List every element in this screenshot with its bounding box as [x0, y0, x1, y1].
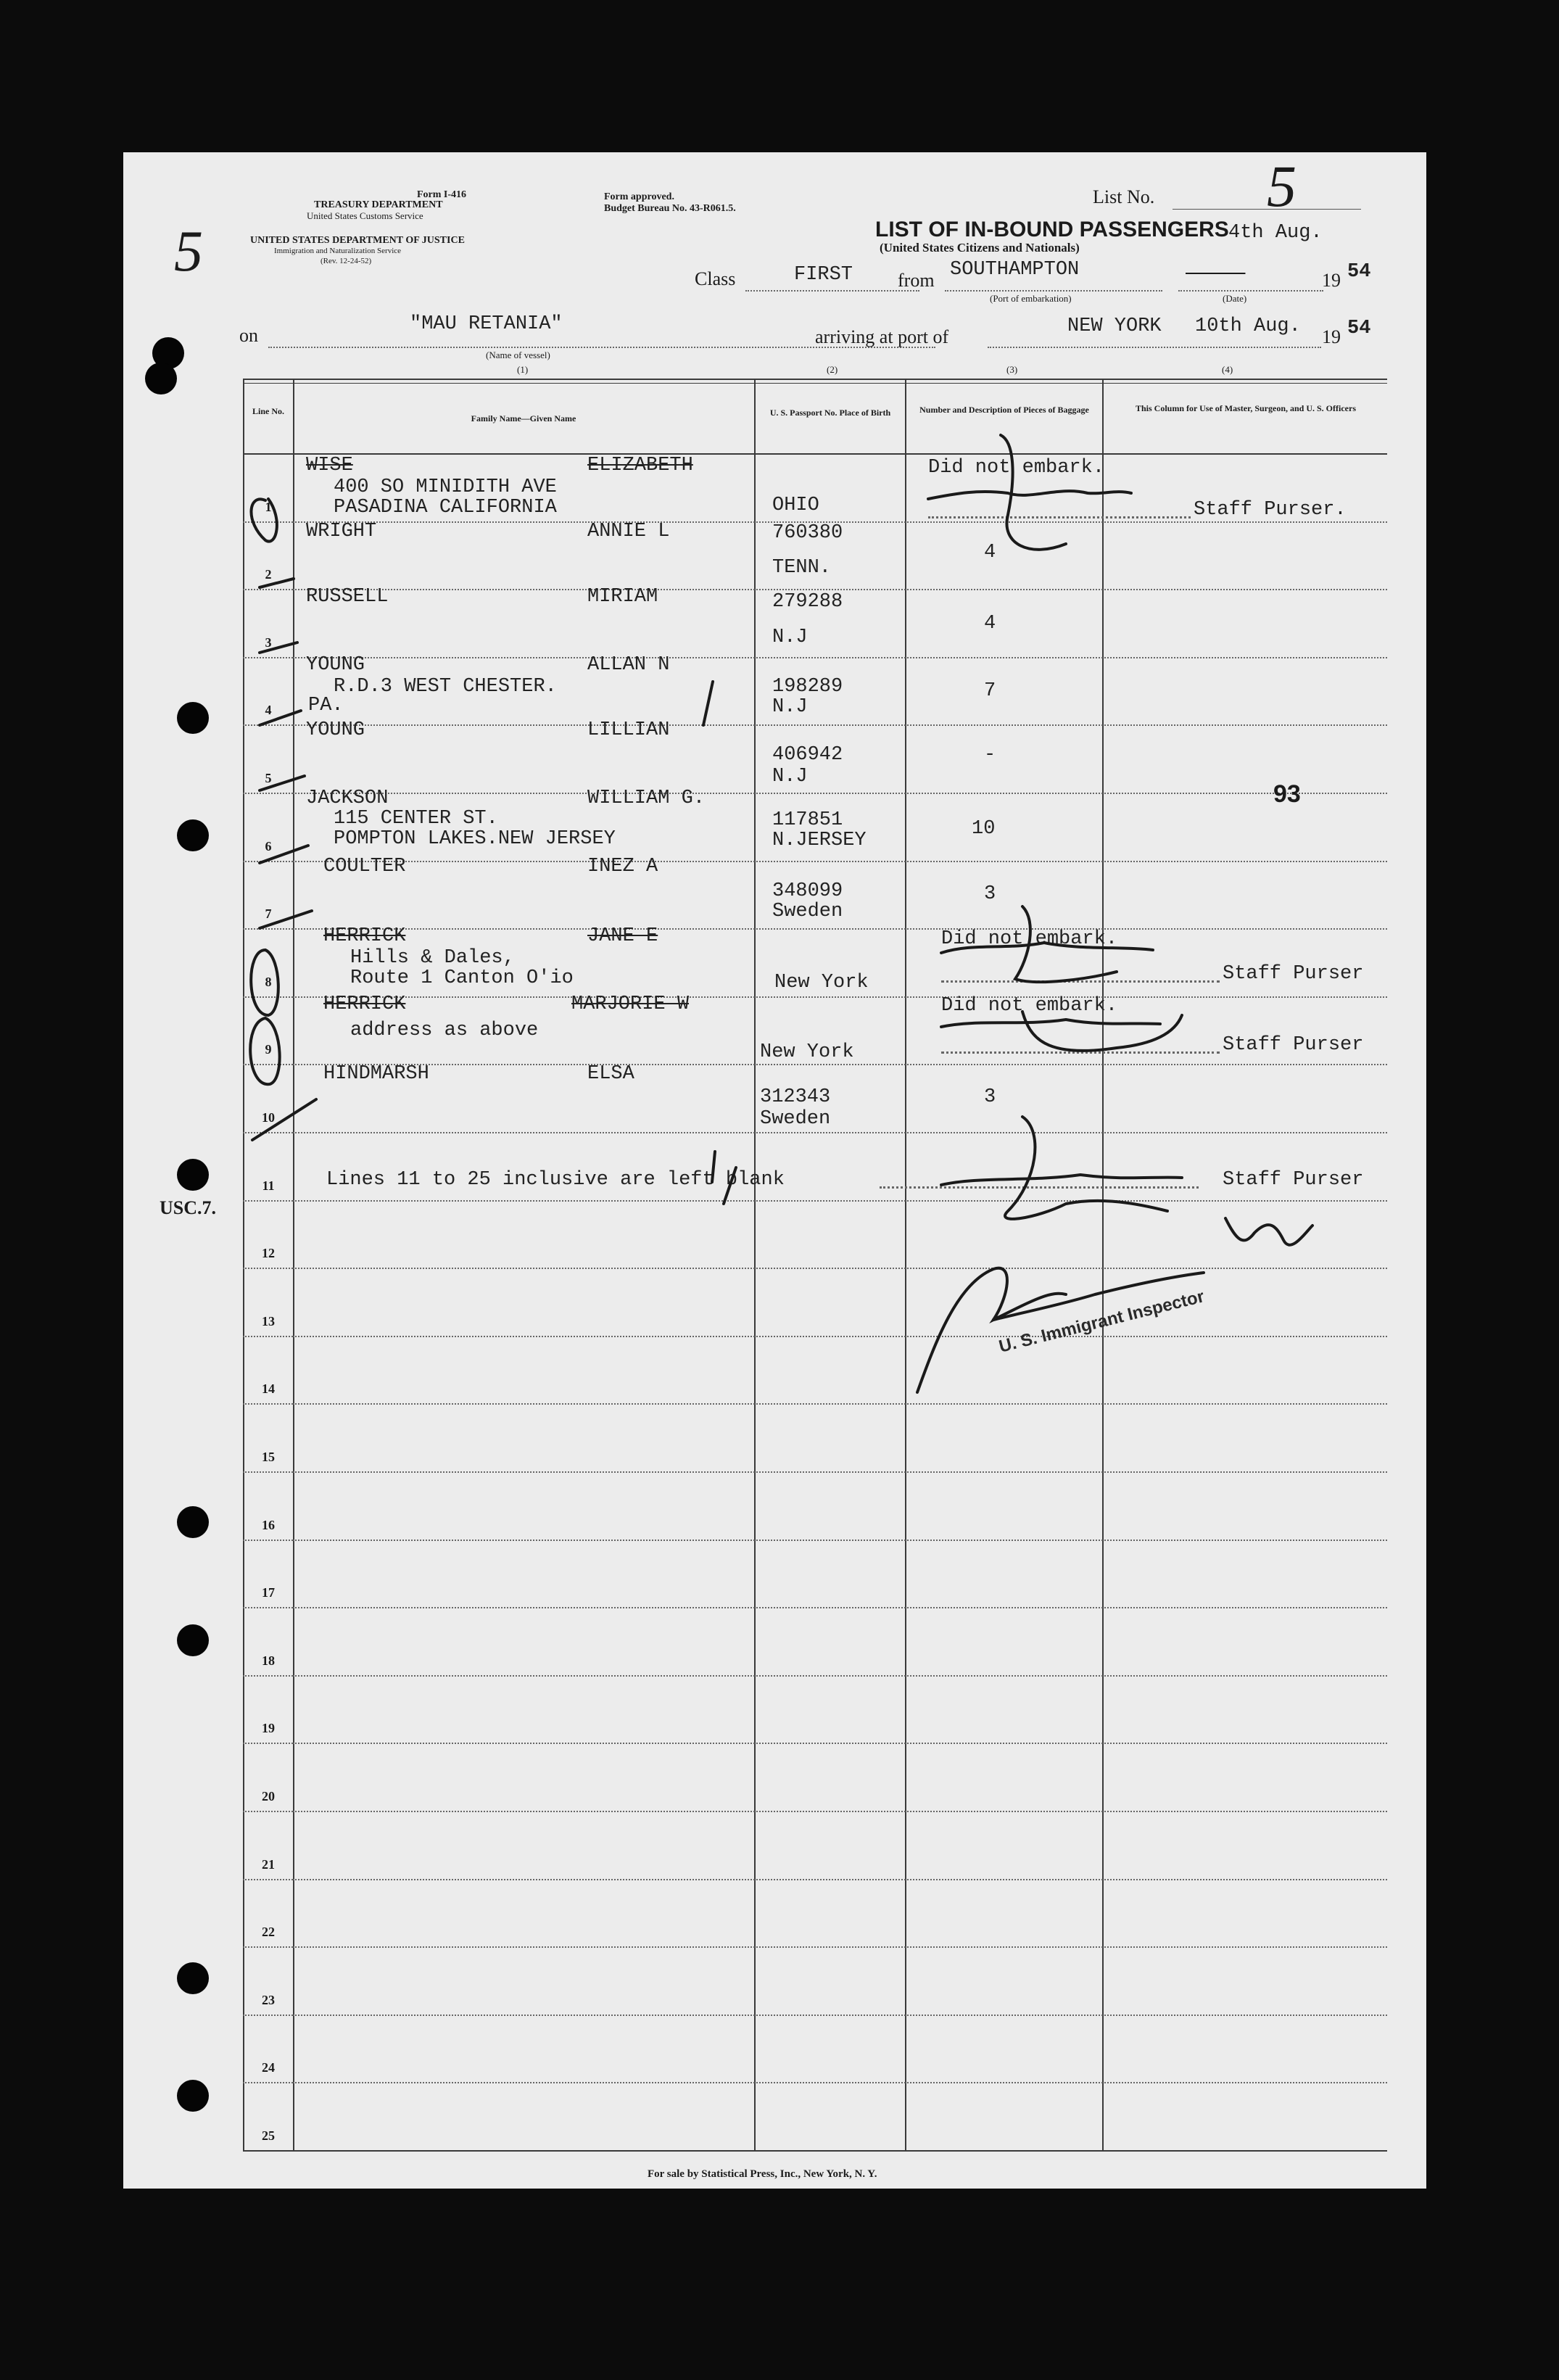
line-no-divider [293, 379, 294, 2152]
line-number: 3 [265, 635, 272, 650]
row-divider-number-col [243, 1879, 293, 1880]
row-divider-number-col [243, 1946, 293, 1948]
entry-6-birthplace: N.JERSEY [772, 830, 867, 851]
inspector-stamp: U. S. Immigrant Inspector [996, 1286, 1207, 1357]
from-label: from [898, 270, 935, 291]
row-divider-number-col [243, 1675, 293, 1677]
entry-8-birthplace: New York [774, 972, 869, 993]
form-number: Form I-416 [417, 189, 467, 200]
purser-dots [941, 1051, 1220, 1054]
table-bottom-border [243, 2150, 1387, 2152]
entry-4-passport: 198289 [772, 676, 843, 698]
line-number: 24 [262, 2060, 275, 2075]
entry-10-passport: 312343 [760, 1086, 831, 1108]
entry-4-birthplace: N.J [772, 696, 808, 718]
entry-4-address-1: R.D.3 WEST CHESTER. [334, 676, 557, 698]
row-divider-number-col [243, 1471, 293, 1473]
blank-lines-note: Lines 11 to 25 inclusive are left blank [326, 1169, 785, 1191]
treasury-dept: TREASURY DEPARTMENT [314, 199, 443, 210]
line-number: 9 [265, 1042, 272, 1057]
row-divider [293, 657, 1387, 658]
purser-dots [928, 516, 1191, 518]
footer-printer: For sale by Statistical Press, Inc., New York, N. Y. [648, 2168, 877, 2180]
punch-hole [177, 1506, 209, 1538]
line-number: 25 [262, 2128, 275, 2143]
row-divider [293, 1607, 1387, 1608]
entry-6-given: WILLIAM G. [587, 788, 706, 809]
entry-5-given: LILLIAN [587, 719, 670, 741]
row-divider-number-col [243, 793, 293, 794]
ins-service: Immigration and Naturalization Service [274, 247, 402, 255]
entry-10-birthplace: Sweden [760, 1108, 831, 1130]
arrival-underline [988, 347, 1321, 348]
punch-hole [177, 1962, 209, 1994]
vessel-caption: (Name of vessel) [486, 350, 550, 360]
entry-6-address-2: POMPTON LAKES.NEW JERSEY [334, 828, 616, 850]
entry-4-address-2: PA. [308, 695, 344, 716]
row-divider [293, 1403, 1387, 1405]
entry-4-given: ALLAN N [587, 654, 670, 676]
form-approved: Form approved. [604, 191, 674, 202]
row-divider [293, 1336, 1387, 1337]
row-divider [293, 1540, 1387, 1541]
entry-7-birthplace: Sweden [772, 901, 843, 922]
vessel-name: "MAU RETANIA" [410, 313, 563, 335]
entry-2-passport: 760380 [772, 522, 843, 544]
header-name: Family Name—Given Name [471, 413, 576, 423]
line-number: 11 [262, 1178, 275, 1193]
entry-6-officer-note: 93 [1273, 780, 1301, 808]
arrival-date: 10th Aug. [1195, 315, 1301, 337]
row-divider [293, 1268, 1387, 1269]
entry-8-address-2: Route 1 Canton O'io [350, 967, 574, 989]
row-divider [293, 2015, 1387, 2016]
punch-hole [177, 1624, 209, 1656]
table-top-border [243, 379, 1387, 380]
entry-5-passport: 406942 [772, 744, 843, 766]
table-left-border [243, 379, 244, 2152]
entry-9-birthplace: New York [760, 1041, 854, 1063]
row-divider [293, 1064, 1387, 1065]
baggage-divider [1102, 379, 1104, 2152]
year-1: 54 [1347, 261, 1371, 283]
list-no-value: 5 [1267, 153, 1297, 219]
entry-9-address: address as above [350, 1020, 539, 1041]
entry-8-family: HERRICK [323, 925, 406, 947]
line-number: 18 [262, 1653, 275, 1668]
name-divider [754, 379, 756, 2152]
row-divider [293, 589, 1387, 590]
line-number: 19 [262, 1721, 275, 1736]
line-number: 2 [265, 567, 272, 582]
row-divider [293, 1811, 1387, 1812]
entry-3-given: MIRIAM [587, 586, 658, 608]
row-divider-number-col [243, 1743, 293, 1744]
entry-4-baggage: 7 [984, 680, 996, 702]
entry-1-given: ELIZABETH [587, 455, 693, 476]
row-divider-number-col [243, 1132, 293, 1133]
row-divider-number-col [243, 724, 293, 726]
entry-7-baggage: 3 [984, 883, 996, 905]
entry-4-family: YOUNG [306, 654, 365, 676]
entry-9-given: MARJORIE W [571, 993, 690, 1015]
arrival-port: NEW YORK [1067, 315, 1162, 337]
row-divider [293, 996, 1387, 998]
row-divider [293, 793, 1387, 794]
row-divider-number-col [243, 2082, 293, 2083]
port-underline [945, 290, 1162, 292]
entry-8-purser: Staff Purser [1223, 963, 1364, 985]
line-number: 20 [262, 1789, 275, 1803]
form-title: LIST OF IN-BOUND PASSENGERS [875, 218, 1229, 241]
line-number: 1 [265, 499, 272, 514]
purser-dots [941, 980, 1220, 983]
customs-service: United States Customs Service [307, 210, 423, 221]
form-subtitle: (United States Citizens and Nationals) [880, 241, 1080, 255]
entry-3-baggage: 4 [984, 613, 996, 635]
embark-port: SOUTHAMPTON [950, 259, 1080, 281]
list-no-label: List No. [1093, 186, 1155, 207]
row-divider [293, 1200, 1387, 1202]
entry-5-birthplace: N.J [772, 766, 808, 788]
blank-lines-purser: Staff Purser [1223, 1169, 1364, 1191]
row-divider [293, 2082, 1387, 2083]
line-number: 5 [265, 771, 272, 785]
row-divider-number-col [243, 928, 293, 930]
line-number: 16 [262, 1517, 275, 1532]
row-divider [293, 861, 1387, 862]
entry-7-family: COULTER [323, 856, 406, 877]
on-label: on [239, 325, 258, 346]
date-struck [1186, 261, 1246, 286]
col-number-1: (1) [517, 364, 529, 375]
line-number: 17 [262, 1585, 275, 1600]
budget-bureau: Budget Bureau No. 43-R061.5. [604, 203, 736, 214]
row-divider [293, 724, 1387, 726]
entry-8-given: JANE E [587, 925, 658, 947]
year-prefix: 19 [1322, 270, 1341, 291]
entry-2-birthplace: TENN. [772, 557, 832, 579]
line-number: 14 [262, 1381, 275, 1397]
row-divider-number-col [243, 1268, 293, 1269]
row-divider-number-col [243, 1200, 293, 1202]
entry-6-baggage: 10 [972, 818, 996, 840]
row-divider-number-col [243, 1336, 293, 1337]
blank-note-dots [880, 1186, 1199, 1189]
row-divider [293, 1879, 1387, 1880]
line-number: 15 [262, 1450, 275, 1464]
entry-6-address-1: 115 CENTER ST. [334, 808, 498, 830]
row-divider [293, 1675, 1387, 1677]
entry-10-baggage: 3 [984, 1086, 996, 1108]
class-value: FIRST [794, 264, 853, 286]
header-officers: This Column for Use of Master, Surgeon, and U. S. Officers [1135, 403, 1356, 413]
embark-date: 4th Aug. [1228, 222, 1323, 244]
entry-5-family: YOUNG [306, 719, 365, 741]
entry-3-passport: 279288 [772, 591, 843, 613]
line-number: 23 [262, 1992, 275, 2007]
entry-6-passport: 117851 [772, 809, 843, 831]
line-number: 22 [262, 1925, 275, 1940]
entry-7-given: INEZ A [587, 856, 658, 877]
entry-3-birthplace: N.J [772, 627, 808, 648]
row-divider-number-col [243, 1811, 293, 1812]
entry-1-address-2: PASADINA CALIFORNIA [334, 497, 557, 518]
col-number-4: (4) [1222, 364, 1233, 375]
row-divider-number-col [243, 1064, 293, 1065]
line-number: 7 [265, 906, 272, 922]
entry-8-address-1: Hills & Dales, [350, 947, 515, 969]
row-divider [293, 1471, 1387, 1473]
entry-2-baggage: 4 [984, 542, 996, 563]
line-number: 12 [262, 1246, 275, 1261]
entry-6-family: JACKSON [306, 788, 389, 809]
date-underline [1178, 290, 1323, 292]
margin-code: USC.7. [160, 1197, 217, 1218]
row-divider-number-col [243, 1540, 293, 1541]
entry-7-passport: 348099 [772, 880, 843, 902]
line-number: 21 [262, 1856, 275, 1872]
passport-divider [905, 379, 906, 2152]
year-prefix-2: 19 [1322, 326, 1341, 347]
row-divider-number-col [243, 861, 293, 862]
table-top-border-2 [243, 383, 1387, 384]
port-caption: (Port of embarkation) [990, 293, 1072, 304]
row-divider [293, 928, 1387, 930]
punch-hole [177, 819, 209, 851]
line-number: 10 [262, 1110, 275, 1125]
entry-9-family: HERRICK [323, 993, 406, 1015]
entry-8-note: Did not embark. [941, 928, 1118, 950]
date-caption: (Date) [1223, 293, 1247, 304]
class-label: Class [695, 268, 736, 289]
entry-1-birthplace: OHIO [772, 495, 819, 516]
entry-2-given: ANNIE L [587, 521, 670, 542]
row-divider-number-col [243, 1607, 293, 1608]
punch-hole [145, 363, 177, 394]
line-number: 13 [262, 1313, 275, 1329]
col-number-2: (2) [827, 364, 838, 375]
line-number: 6 [265, 838, 272, 854]
col-number-3: (3) [1006, 364, 1018, 375]
punch-hole [177, 1159, 209, 1191]
row-divider-number-col [243, 1403, 293, 1405]
entry-1-family: WISE [306, 455, 353, 476]
entry-1-note: Did not embark. [928, 457, 1105, 479]
entry-1-address-1: 400 SO MINIDITH AVE [334, 476, 557, 498]
form-sheet [123, 152, 1426, 2189]
row-divider-number-col [243, 2015, 293, 2016]
header-line-no: Line No. [252, 406, 284, 416]
row-divider-number-col [243, 657, 293, 658]
entry-9-purser: Staff Purser [1223, 1034, 1364, 1056]
class-underline [745, 290, 919, 292]
header-passport: U. S. Passport No. Place of Birth [769, 408, 891, 418]
year-2: 54 [1347, 318, 1371, 339]
row-divider-number-col [243, 521, 293, 523]
row-divider-number-col [243, 996, 293, 998]
punch-hole [177, 702, 209, 734]
entry-10-given: ELSA [587, 1063, 634, 1085]
entry-10-family: HINDMARSH [323, 1063, 429, 1085]
entry-5-baggage: - [984, 744, 996, 766]
header-bottom-border [243, 453, 1387, 455]
entry-9-note: Did not embark. [941, 995, 1118, 1017]
revision-date: (Rev. 12-24-52) [321, 257, 372, 265]
justice-dept: UNITED STATES DEPARTMENT OF JUSTICE [250, 235, 465, 246]
line-number: 4 [265, 703, 272, 718]
entry-2-family: WRIGHT [306, 521, 377, 542]
margin-number: 5 [174, 220, 203, 284]
entry-1-purser: Staff Purser. [1194, 499, 1347, 521]
row-divider-number-col [243, 589, 293, 590]
row-divider [293, 1132, 1387, 1133]
punch-hole [177, 2080, 209, 2112]
line-number: 8 [265, 974, 272, 989]
arriving-label: arriving at port of [815, 326, 949, 347]
row-divider [293, 1946, 1387, 1948]
entry-3-family: RUSSELL [306, 586, 389, 608]
row-divider [293, 1743, 1387, 1744]
header-baggage: Number and Description of Pieces of Baggage [919, 405, 1089, 415]
